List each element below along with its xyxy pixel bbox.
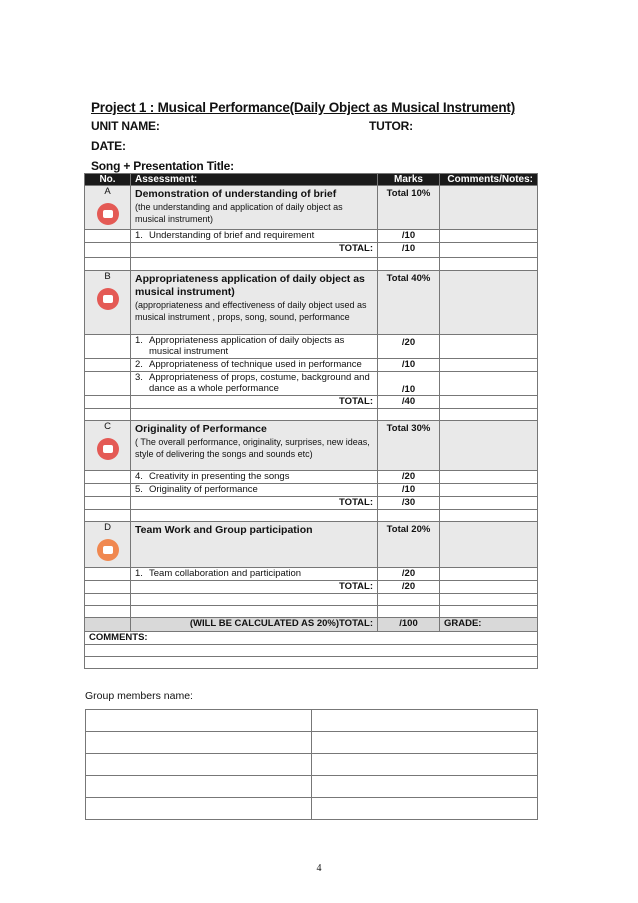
total-marks: /30	[378, 497, 440, 510]
item-text: Appropriateness of props, costume, background and dance as a whole performance	[149, 372, 370, 394]
member-name-cell[interactable]	[312, 732, 538, 754]
table-row	[85, 471, 538, 484]
comments-cell[interactable]	[440, 409, 538, 421]
table-row	[85, 335, 538, 359]
member-name-cell[interactable]	[312, 754, 538, 776]
total-label: TOTAL:	[131, 497, 378, 510]
total-row	[85, 497, 538, 510]
item-marks: /10	[378, 230, 440, 243]
criterion-description: ( The overall performance, originality, surprises, new ideas, style of delivering the songs and sounds etc)	[135, 437, 370, 459]
grand-total-marks: /100	[378, 618, 440, 632]
comments-cell[interactable]	[440, 471, 538, 484]
header-comments: Comments/Notes:	[440, 174, 538, 186]
comments-cell[interactable]	[440, 396, 538, 409]
comments-row	[85, 632, 538, 645]
item-marks: /10	[378, 359, 440, 372]
table-row	[85, 359, 538, 372]
section-letter: B	[104, 271, 111, 282]
head-gear-icon	[97, 288, 119, 310]
criterion-total-percent: Total 30%	[378, 421, 440, 471]
group-members-table	[85, 709, 538, 820]
comments-label: COMMENTS:	[85, 632, 538, 645]
header-marks: Marks	[378, 174, 440, 186]
total-marks: /10	[378, 243, 440, 258]
item-text: Appropriateness of technique used in performance	[149, 359, 362, 370]
member-name-cell[interactable]	[86, 710, 312, 732]
item-text: Appropriateness application of daily objects as musical instrument	[149, 335, 345, 357]
criterion-total-percent: Total 40%	[378, 271, 440, 335]
presentation-icon	[97, 203, 119, 225]
grand-total-label: (WILL BE CALCULATED AS 20%)TOTAL:	[131, 618, 378, 632]
table-row	[85, 230, 538, 243]
total-row	[85, 396, 538, 409]
item-number: 1.	[135, 230, 143, 241]
table-row	[85, 484, 538, 497]
group-members-label: Group members name:	[85, 690, 193, 702]
section-row-c	[85, 421, 538, 471]
comments-cell[interactable]	[440, 606, 538, 618]
grand-total-row	[85, 618, 538, 632]
head-idea-icon	[97, 438, 119, 460]
total-label: TOTAL:	[131, 581, 378, 594]
total-row	[85, 581, 538, 594]
member-name-cell[interactable]	[312, 776, 538, 798]
grade-label: GRADE:	[440, 618, 538, 632]
comments-cell[interactable]	[440, 230, 538, 243]
total-marks: /20	[378, 581, 440, 594]
section-row-a	[85, 186, 538, 230]
page-number: 4	[316, 863, 322, 874]
item-number: 5.	[135, 484, 143, 495]
member-name-cell[interactable]	[86, 776, 312, 798]
item-text: Understanding of brief and requirement	[149, 230, 315, 241]
criterion-description: (the understanding and application of daily object as musical instrument)	[135, 202, 343, 224]
comments-line[interactable]	[85, 645, 538, 657]
item-number: 1.	[135, 335, 143, 346]
criterion-title: Demonstration of understanding of brief	[135, 188, 337, 200]
total-row	[85, 243, 538, 258]
member-name-cell[interactable]	[86, 732, 312, 754]
section-letter: C	[104, 421, 111, 432]
comments-cell[interactable]	[440, 581, 538, 594]
comments-cell[interactable]	[440, 372, 538, 396]
comments-cell[interactable]	[440, 510, 538, 522]
header-no: No.	[85, 174, 131, 186]
comments-cell[interactable]	[440, 594, 538, 606]
section-row-d	[85, 522, 538, 568]
comments-cell[interactable]	[440, 243, 538, 258]
comments-cell[interactable]	[440, 421, 538, 471]
criterion-description: (appropriateness and effectiveness of daily object used as musical instrument , props, song, sound, performance	[135, 300, 367, 322]
item-number: 4.	[135, 471, 143, 482]
table-row	[85, 372, 538, 396]
item-number: 1.	[135, 568, 143, 579]
total-label: TOTAL:	[131, 243, 378, 258]
date-label: DATE:	[91, 139, 126, 153]
comments-cell[interactable]	[440, 484, 538, 497]
item-marks: /10	[378, 372, 440, 396]
song-title-label: Song + Presentation Title:	[91, 159, 234, 173]
criterion-total-percent: Total 20%	[378, 522, 440, 568]
item-marks: /20	[378, 335, 440, 359]
unit-name-label: UNIT NAME:	[91, 119, 160, 133]
member-name-cell[interactable]	[312, 710, 538, 732]
item-text: Originality of performance	[149, 484, 258, 495]
comments-cell[interactable]	[440, 271, 538, 335]
item-number: 2.	[135, 359, 143, 370]
total-label: TOTAL:	[131, 396, 378, 409]
comments-cell[interactable]	[440, 335, 538, 359]
comments-cell[interactable]	[440, 258, 538, 271]
member-name-cell[interactable]	[312, 798, 538, 820]
criterion-title: Team Work and Group participation	[135, 524, 313, 536]
criterion-title: Appropriateness application of daily object as musical instrument)	[135, 273, 365, 298]
item-marks: /20	[378, 471, 440, 484]
section-row-b	[85, 271, 538, 335]
section-letter: A	[104, 186, 111, 197]
item-text: Creativity in presenting the songs	[149, 471, 290, 482]
comments-cell[interactable]	[440, 568, 538, 581]
header-assessment: Assessment:	[131, 174, 378, 186]
page-title: Project 1 : Musical Performance(Daily Object as Musical Instrument)	[91, 100, 515, 115]
item-marks: /20	[378, 568, 440, 581]
comments-line[interactable]	[85, 657, 538, 669]
comments-cell[interactable]	[440, 186, 538, 230]
total-marks: /40	[378, 396, 440, 409]
criterion-total-percent: Total 10%	[378, 186, 440, 230]
item-marks: /10	[378, 484, 440, 497]
assessment-rubric-table	[84, 173, 538, 669]
member-name-cell[interactable]	[86, 798, 312, 820]
comments-cell[interactable]	[440, 497, 538, 510]
teamwork-icon	[97, 539, 119, 561]
tutor-label: TUTOR:	[369, 119, 413, 133]
item-text: Team collaboration and participation	[149, 568, 302, 579]
member-name-cell[interactable]	[86, 754, 312, 776]
comments-cell[interactable]	[440, 359, 538, 372]
comments-cell[interactable]	[440, 522, 538, 568]
table-header-row	[85, 174, 538, 186]
item-number: 3.	[135, 372, 143, 383]
section-letter: D	[104, 522, 111, 533]
criterion-title: Originality of Performance	[135, 423, 267, 435]
table-row	[85, 568, 538, 581]
